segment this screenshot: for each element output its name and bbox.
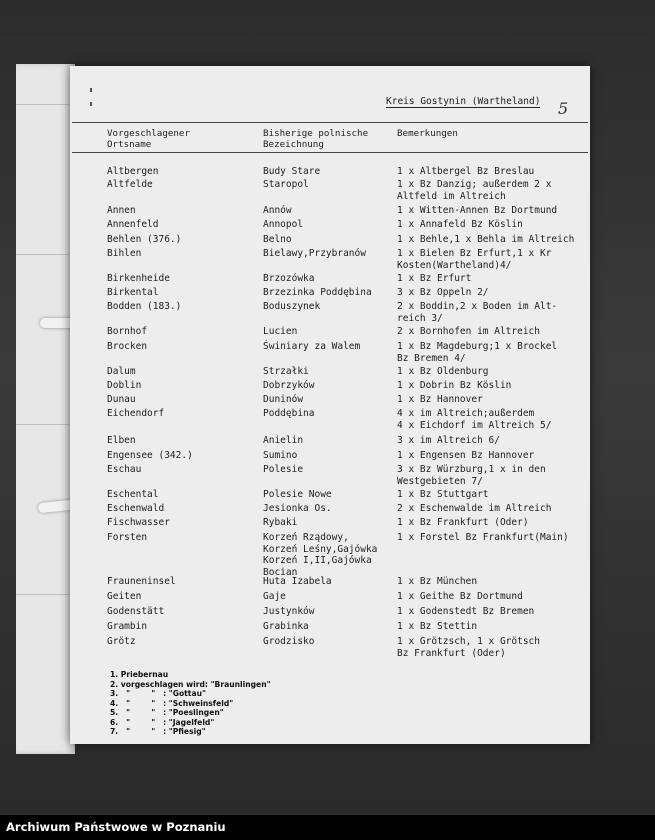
polish-name: Polesie Nowe bbox=[263, 489, 332, 500]
polish-name: Jesionka Os. bbox=[263, 503, 332, 514]
polish-name: Dobrzyków bbox=[263, 380, 315, 391]
polish-name: Belno bbox=[263, 234, 292, 245]
polish-name: Polesie bbox=[263, 464, 304, 475]
polish-name: Grodzisko bbox=[263, 636, 315, 647]
polish-name: Huta Izabela bbox=[263, 576, 332, 587]
proposed-name: Birkental bbox=[107, 287, 159, 298]
proposed-name: Altbergen bbox=[107, 166, 159, 177]
remarks: 1 x Bz Magdeburg;1 x Brockel Bz Bremen 4/ bbox=[397, 341, 558, 364]
polish-name: Bielawy,Przybranów bbox=[263, 248, 366, 259]
remarks: 2 x Bornhofen im Altreich bbox=[397, 326, 540, 337]
remarks: 1 x Dobrin Bz Köslin bbox=[397, 380, 512, 391]
remarks: 1 x Bz Oldenburg bbox=[397, 366, 489, 377]
proposed-name: Doblin bbox=[107, 380, 142, 391]
footnote: 1. Priebernau bbox=[110, 670, 169, 679]
proposed-name: Fischwasser bbox=[107, 517, 170, 528]
polish-name: Świniary za Walem bbox=[263, 341, 361, 352]
footnote: 7. " " : "Pfiesig" bbox=[110, 727, 206, 736]
proposed-name: Eschau bbox=[107, 464, 142, 475]
proposed-name: Dalum bbox=[107, 366, 136, 377]
page-number: 5 bbox=[558, 99, 569, 118]
remarks: 2 x Eschenwalde im Altreich bbox=[397, 503, 552, 514]
polish-name: Annów bbox=[263, 205, 292, 216]
remarks: 1 x Bielen Bz Erfurt,1 x Kr Kosten(Wartheland)4/ bbox=[397, 248, 552, 271]
district-header: Kreis Gostynin (Wartheland) bbox=[386, 96, 541, 107]
proposed-name: Annen bbox=[107, 205, 136, 216]
polish-name: Brzezinka Poddębina bbox=[263, 287, 372, 298]
proposed-name: Geiten bbox=[107, 591, 142, 602]
footnote: 2. vorgeschlagen wird: "Braunlingen" bbox=[110, 679, 271, 689]
polish-name: Lucien bbox=[263, 326, 298, 337]
proposed-name: Eschental bbox=[107, 489, 159, 500]
proposed-name: Birkenheide bbox=[107, 273, 170, 284]
polish-name: Anielin bbox=[263, 435, 304, 446]
proposed-name: Elben bbox=[107, 435, 136, 446]
proposed-name: Godenstätt bbox=[107, 606, 165, 617]
polish-name: Grabinka bbox=[263, 621, 309, 632]
proposed-name: Engensee (342.) bbox=[107, 450, 193, 461]
remarks: 1 x Bz Hannover bbox=[397, 394, 483, 405]
polish-name: Budy Stare bbox=[263, 166, 321, 177]
remarks: 1 x Behle,1 x Behla im Altreich bbox=[397, 234, 575, 245]
proposed-name: Bornhof bbox=[107, 326, 148, 337]
remarks: 1 x Engensen Bz Hannover bbox=[397, 450, 535, 461]
archive-footer-label: Archiwum Państwowe w Poznaniu bbox=[0, 815, 655, 840]
footnote: 6. " " : "Jagelfeld" bbox=[110, 717, 215, 727]
polish-name: Staropol bbox=[263, 179, 309, 190]
remarks: 3 x Bz Würzburg,1 x in den Westgebieten 7/ bbox=[397, 464, 546, 487]
polish-name: Rybaki bbox=[263, 517, 298, 528]
proposed-name: Bodden (183.) bbox=[107, 301, 182, 312]
footnotes bbox=[110, 670, 271, 737]
proposed-name: Grötz bbox=[107, 636, 136, 647]
proposed-name: Dunau bbox=[107, 394, 136, 405]
remarks: 1 x Bz Erfurt bbox=[397, 273, 472, 284]
polish-name: Sumino bbox=[263, 450, 298, 461]
proposed-name: Eschenwald bbox=[107, 503, 165, 514]
remarks: 1 x Annafeld Bz Köslin bbox=[397, 219, 523, 230]
remarks: 1 x Bz Danzig; außerdem 2 x Altfeld im Altreich bbox=[397, 179, 552, 202]
polish-name: Boduszynek bbox=[263, 301, 321, 312]
top-rule bbox=[72, 122, 588, 123]
polish-name: Poddębina bbox=[263, 408, 315, 419]
remarks: 1 x Grötzsch, 1 x Grötsch Bz Frankfurt (Oder) bbox=[397, 636, 540, 659]
polish-name: Justynków bbox=[263, 606, 315, 617]
remarks: 1 x Altbergel Bz Breslau bbox=[397, 166, 535, 177]
proposed-name: Frauneninsel bbox=[107, 576, 176, 587]
proposed-name: Behlen (376.) bbox=[107, 234, 182, 245]
binder-strip bbox=[16, 64, 75, 754]
remarks: 1 x Bz Stettin bbox=[397, 621, 478, 632]
polish-name: Strzałki bbox=[263, 366, 309, 377]
remarks: 4 x im Altreich;außerdem 4 x Eichdorf im Altreich 5/ bbox=[397, 408, 552, 431]
column-header-proposed: Vorgeschlagener Ortsname bbox=[107, 128, 190, 150]
footnote: 3. " " : "Gottau" bbox=[110, 689, 206, 698]
polish-name: Duninów bbox=[263, 394, 304, 405]
polish-name: Gaje bbox=[263, 591, 286, 602]
remarks: 1 x Forstel Bz Frankfurt(Main) bbox=[397, 532, 569, 543]
proposed-name: Forsten bbox=[107, 532, 148, 543]
proposed-name: Bihlen bbox=[107, 248, 142, 259]
document-sheet bbox=[70, 66, 590, 744]
proposed-name: Altfelde bbox=[107, 179, 153, 190]
column-header-polish: Bisherige polnische Bezeichnung bbox=[263, 128, 369, 150]
remarks: 1 x Bz München bbox=[397, 576, 478, 587]
remarks: 1 x Godenstedt Bz Bremen bbox=[397, 606, 535, 617]
remarks: 1 x Bz Frankfurt (Oder) bbox=[397, 517, 529, 528]
remarks: 3 x Bz Oppeln 2/ bbox=[397, 287, 489, 298]
remarks: 3 x im Altreich 6/ bbox=[397, 435, 500, 446]
footnote: 4. " " : "Schweinsfeld" bbox=[110, 698, 234, 708]
proposed-name: Eichendorf bbox=[107, 408, 165, 419]
polish-name: Annopol bbox=[263, 219, 304, 230]
remarks: 1 x Witten-Annen Bz Dortmund bbox=[397, 205, 558, 216]
header-rule bbox=[72, 152, 588, 153]
proposed-name: Brocken bbox=[107, 341, 148, 352]
polish-name: Korzeń Rządowy, Korzeń Leśny,Gajówka Korzeń I,II,Gajówka Bocian bbox=[263, 532, 378, 578]
polish-name: Brzozówka bbox=[263, 273, 315, 284]
remarks: 2 x Boddin,2 x Boden im Alt- reich 3/ bbox=[397, 301, 558, 324]
remarks: 1 x Bz Stuttgart bbox=[397, 489, 489, 500]
column-header-remarks: Bemerkungen bbox=[397, 128, 458, 139]
remarks: 1 x Geithe Bz Dortmund bbox=[397, 591, 523, 602]
proposed-name: Grambin bbox=[107, 621, 148, 632]
footnote: 5. " " : "Poeslingen" bbox=[110, 708, 224, 717]
proposed-name: Annenfeld bbox=[107, 219, 159, 230]
